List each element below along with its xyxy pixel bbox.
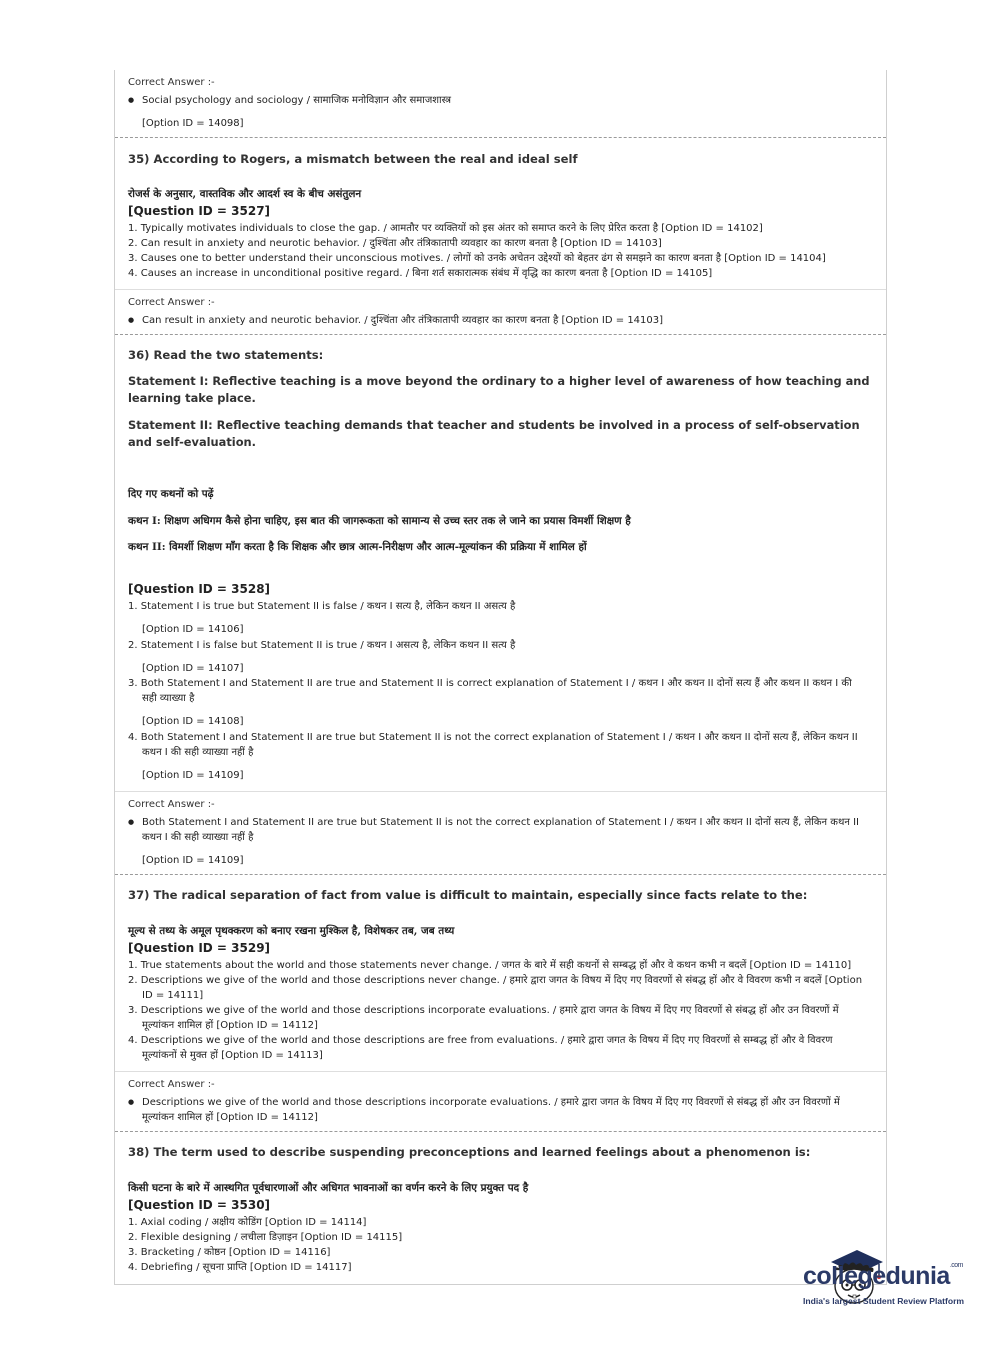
collegedunia-logo: collegedunia$^{.com}$ xyxy=(803,1262,963,1290)
answer-divider xyxy=(115,791,886,792)
option-item: 4. Causes an increase in unconditional positive regard. / बिना शर्त सकारात्मक संबंध में वृद्धि का कारण बनता है [Option ID = 14105] xyxy=(128,268,713,279)
statement-one: Statement I: Reflective teaching is a move beyond the ordinary to a higher level of awareness of how teaching and learning take place. xyxy=(128,374,870,405)
option-item-continued: मूल्यांकनों से मुक्त हों [Option ID = 14113] xyxy=(142,1050,323,1061)
option-item: 2. Flexible designing / लचीला डिज़ाइन [Option ID = 14115] xyxy=(128,1232,403,1243)
correct-answer-continued: मूल्यांकन शामिल हों [Option ID = 14112] xyxy=(142,1112,318,1123)
option-item-continued: मूल्यांकन शामिल हों [Option ID = 14112] xyxy=(142,1020,318,1031)
correct-answer-text: ● Descriptions we give of the world and those descriptions incorporate evaluations. / हमारे द्वारा जगत के विषय में दिए गए विवरणों से संबद्ध हों और उन विवरणों में xyxy=(142,1096,840,1109)
question-id: [Question ID = 3530] xyxy=(128,1198,271,1212)
question-title: 37) The radical separation of fact from value is difficult to maintain, especially since facts relate to the: xyxy=(128,888,808,902)
option-item: 3. Descriptions we give of the world and those descriptions incorporate evaluations. / हमारे द्वारा जगत के विषय में दिए गए विवरणों से संबद्ध हों और उन विवरणों में xyxy=(128,1005,839,1016)
question-divider xyxy=(115,137,886,138)
option-item: 4. Descriptions we give of the world and those descriptions are free from evaluations. / हमारे द्वारा जगत के विषय में दिए गए विवरणों से सम्बद्ध हों और वे विवरण xyxy=(128,1035,833,1046)
question-hindi: रोजर्स के अनुसार, वास्तविक और आदर्श स्व के बीच असंतुलन xyxy=(128,188,362,200)
option-item-continued: सही व्याख्या है xyxy=(142,693,195,704)
question-title: 38) The term used to describe suspending preconceptions and learned feelings about a phenomenon is: xyxy=(128,1145,811,1159)
option-id: [Option ID = 14107] xyxy=(142,663,244,674)
correct-answer-label: Correct Answer :- xyxy=(128,1079,215,1090)
option-item: 1. True statements about the world and those statements never change. / जगत के बारे में सही कथनों से सम्बद्ध हों और वे कथन कभी न बदलें [Option ID = 14110] xyxy=(128,960,852,971)
option-item-continued: ID = 14111] xyxy=(142,990,204,1001)
option-item: 2. Can result in anxiety and neurotic behavior. / दुश्चिंता और तंत्रिकातापी व्यवहार का कारण बनता है [Option ID = 14103] xyxy=(128,238,662,249)
option-item: 2. Statement I is false but Statement II is true / कथन I असत्य है, लेकिन कथन II सत्य है xyxy=(128,640,516,651)
question-title: 35) According to Rogers, a mismatch between the real and ideal self xyxy=(128,152,578,166)
correct-answer-text: ● Both Statement I and Statement II are true but Statement II is not the correct explanation of Statement I / कथन I और कथन II दोनों सत्य हैं, लेकिन कथन II xyxy=(142,816,859,829)
option-item: 3. Causes one to better understand their unconscious motives. / लोगों को उनके अचेतन उद्देश्यों को बेहतर ढंग से समझने का कारण बनता है [Option ID = 14104] xyxy=(128,253,826,264)
option-item: 1. Axial coding / अक्षीय कोडिंग [Option ID = 14114] xyxy=(128,1217,367,1228)
statement-two: Statement II: Reflective teaching demands that teacher and students be involved in a process of self-observation and self-evaluation. xyxy=(128,418,860,449)
option-id: [Option ID = 14109] xyxy=(142,855,244,866)
option-item: 4. Debriefing / सूचना प्राप्ति [Option ID = 14117] xyxy=(128,1262,352,1273)
question-divider xyxy=(115,874,886,875)
hindi-intro: दिए गए कथनों को पढ़ें xyxy=(128,488,214,500)
option-item: 1. Typically motivates individuals to close the gap. / आमतौर पर व्यक्तियों को इस अंतर को समाप्त करने के लिए प्रेरित करता है [Option ID = 14102] xyxy=(128,223,763,234)
hindi-statement-one: कथन I: शिक्षण अधिगम कैसे होना चाहिए, इस बात की जागरूकता को सामान्य से उच्च स्तर तक ले जाने का प्रयास विमर्शी शिक्षण है xyxy=(128,515,631,527)
logo-tagline: India's largest Student Review Platform xyxy=(803,1296,965,1306)
option-id: [Option ID = 14106] xyxy=(142,624,244,635)
correct-answer-label: Correct Answer :- xyxy=(128,77,215,88)
correct-answer-text: ● Social psychology and sociology / सामाजिक मनोविज्ञान और समाजशास्त्र xyxy=(142,94,451,107)
correct-answer-label: Correct Answer :- xyxy=(128,799,215,810)
question-hindi: किसी घटना के बारे में आस्थगित पूर्वधारणाओं और अधिगत भावनाओं का वर्णन करने के लिए प्रयुक्त पद है xyxy=(128,1182,529,1194)
option-item: 3. Both Statement I and Statement II are true and Statement II is correct explanation of Statement I / कथन I और कथन II दोनों सत्य हैं और कथन II कथन I की xyxy=(128,678,852,689)
option-item: 1. Statement I is true but Statement II is false / कथन I सत्य है, लेकिन कथन II असत्य है xyxy=(128,601,516,612)
question-divider xyxy=(115,334,886,335)
correct-answer-text: ● Can result in anxiety and neurotic behavior. / दुश्चिंता और तंत्रिकातापी व्यवहार का कारण बनता है [Option ID = 14103] xyxy=(142,314,663,327)
question-id: [Question ID = 3529] xyxy=(128,941,271,955)
correct-answer-continued: कथन I की सही व्याख्या नहीं है xyxy=(142,832,254,843)
question-title: 36) Read the two statements: xyxy=(128,348,324,362)
question-paper-page xyxy=(114,70,887,1285)
option-id: [Option ID = 14109] xyxy=(142,770,244,781)
question-hindi: मूल्य से तथ्य के अमूल पृथक्करण को बनाए रखना मुश्किल है, विशेषकर तब, जब तथ्य xyxy=(128,925,455,937)
question-id: [Question ID = 3528] xyxy=(128,582,271,596)
option-item: 4. Both Statement I and Statement II are true but Statement II is not the correct explanation of Statement I / कथन I और कथन II दोनों सत्य हैं, लेकिन कथन II xyxy=(128,732,858,743)
correct-answer-label: Correct Answer :- xyxy=(128,297,215,308)
option-item: 2. Descriptions we give of the world and those descriptions never change. / हमारे द्वारा जगत के विषय में दिए गए विवरणों से संबद्ध हों और वे विवरण कभी न बदलें [Option xyxy=(128,975,863,986)
answer-divider xyxy=(115,289,886,290)
option-item: 3. Bracketing / कोष्ठन [Option ID = 14116] xyxy=(128,1247,331,1258)
option-id: [Option ID = 14108] xyxy=(142,716,244,727)
hindi-statement-two: कथन II: विमर्शी शिक्षण माँग करता है कि शिक्षक और छात्र आत्म-निरीक्षण और आत्म-मूल्यांकन की प्रक्रिया में शामिल हों xyxy=(128,541,587,553)
logo-suffix: .com xyxy=(949,1262,963,1269)
answer-divider xyxy=(115,1071,886,1072)
option-item-continued: कथन I की सही व्याख्या नहीं है xyxy=(142,747,254,758)
option-id: [Option ID = 14098] xyxy=(142,118,244,129)
question-id: [Question ID = 3527] xyxy=(128,204,271,218)
question-divider xyxy=(115,1131,886,1132)
